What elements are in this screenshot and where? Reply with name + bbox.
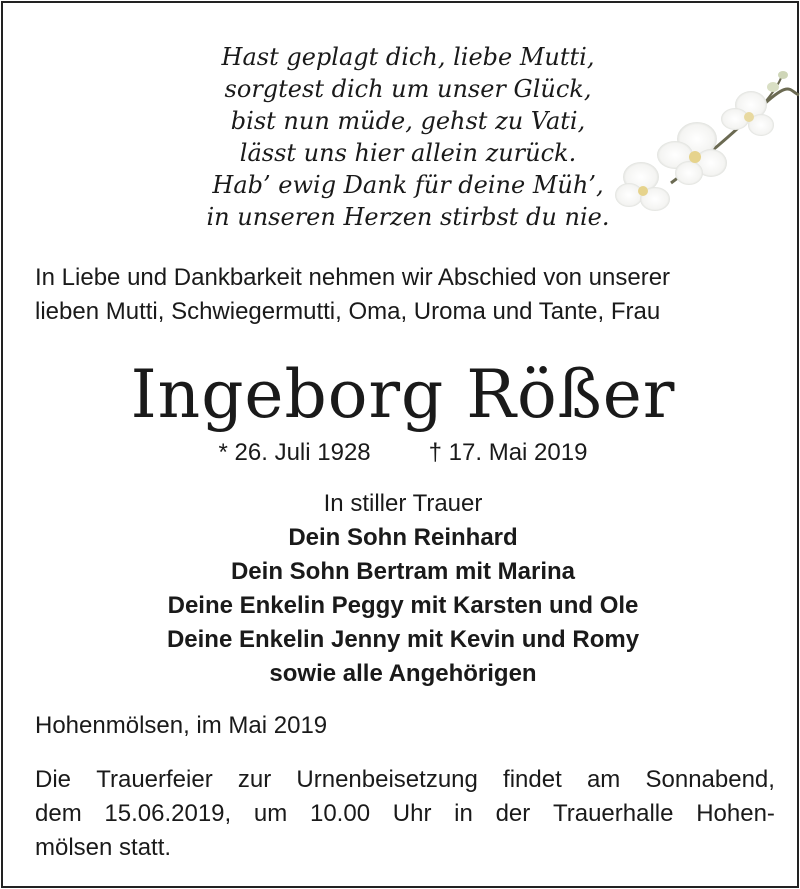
service-line-2 <box>35 797 775 831</box>
word: Sonnabend, <box>645 766 775 793</box>
service-line-3: mölsen statt. <box>35 834 172 861</box>
death-date: † 17. Mai 2019 <box>428 439 588 466</box>
word: findet <box>503 766 562 793</box>
word: 10.00 <box>309 800 371 827</box>
place-and-date: Hohenmölsen, im Mai 2019 <box>35 712 328 739</box>
word: Hohen- <box>696 800 775 827</box>
intro-line: lieben Mutti, Schwiegermutti, Oma, Uroma und Tante, Frau <box>35 298 661 325</box>
word: 15.06.2019, <box>104 800 232 827</box>
mourner-name: Deine Enkelin Peggy mit Karsten und Ole <box>167 592 639 619</box>
service-line-1 <box>35 763 775 797</box>
word: der <box>495 800 531 827</box>
poem-line: in unseren Herzen stirbst du nie. <box>206 203 610 231</box>
poem <box>153 41 663 233</box>
deceased-name: Ingeborg Rößer <box>130 356 676 433</box>
mourners-heading: In stiller Trauer <box>323 490 483 517</box>
poem-line: sorgtest dich um unser Glück, <box>224 75 592 103</box>
word: am <box>586 766 621 793</box>
word: in <box>454 800 473 827</box>
service-notice <box>35 763 775 865</box>
poem-line: bist nun müde, gehst zu Vati, <box>230 107 586 135</box>
mourners-list <box>3 487 800 691</box>
intro-line: In Liebe und Dankbarkeit nehmen wir Abschied von unserer <box>35 264 671 291</box>
mourner-name: sowie alle Angehörigen <box>269 660 537 687</box>
word: Die <box>35 766 72 793</box>
poem-line: Hast geplagt dich, liebe Mutti, <box>221 43 595 71</box>
intro-text <box>35 261 775 329</box>
word: Trauerfeier <box>96 766 213 793</box>
birth-date: * 26. Juli 1928 <box>218 439 371 466</box>
poem-line: lässt uns hier allein zurück. <box>239 139 577 167</box>
word: zur <box>237 766 272 793</box>
mourner-name: Dein Sohn Bertram mit Marina <box>230 558 576 585</box>
life-dates <box>3 436 800 470</box>
word: dem <box>35 800 82 827</box>
word: Trauerhalle <box>552 800 674 827</box>
mourner-name: Deine Enkelin Jenny mit Kevin und Romy <box>166 626 640 653</box>
orchid-flower-icon <box>611 65 800 217</box>
word: Uhr <box>392 800 432 827</box>
word: um <box>253 800 288 827</box>
obituary-frame <box>1 1 799 888</box>
mourner-name: Dein Sohn Reinhard <box>288 524 518 551</box>
poem-line: Hab’ ewig Dank für deine Müh’, <box>212 171 604 199</box>
word: Urnenbeisetzung <box>296 766 478 793</box>
